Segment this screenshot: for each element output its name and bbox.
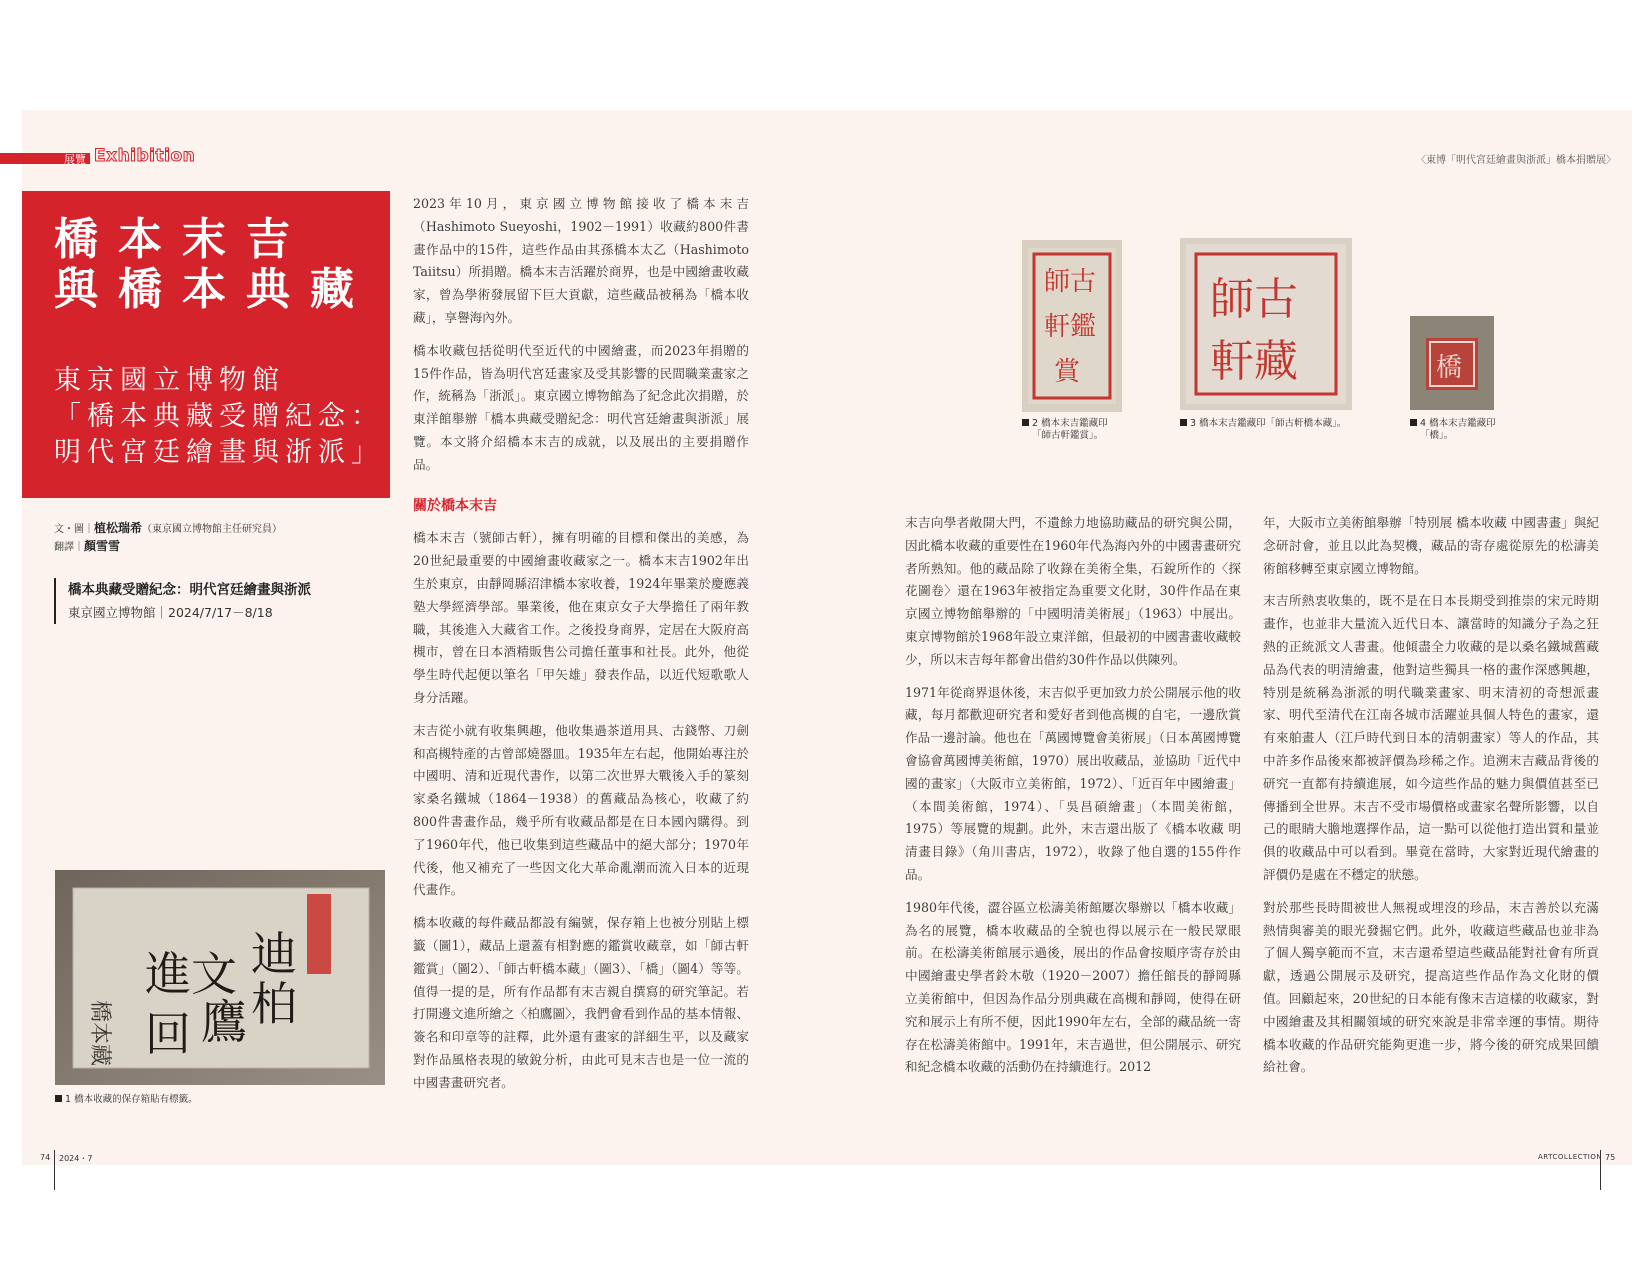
svg-text:師古: 師古 bbox=[1044, 267, 1097, 297]
subtitle-line-3: 明代宮廷繪畫與浙派」 bbox=[54, 437, 384, 468]
column-1 bbox=[413, 193, 749, 1104]
paragraph: 1971年從商界退休後，末吉似乎更加致力於公開展示他的收藏，每月都歡迎研究者和愛好者到他高槻的自宅，一邊欣賞作品一邊討論。他也在「萬國博覽會美術展」（日本萬國博覽會協會萬國博美術館，1970）展出收藏品，並協助「近代中國的畫家」（大阪市立美術館，1972）、「近百年中國繪畫」（本間美術館，1974）、「吳昌碩繪畫」（本間美術館，1975）等展覽的規劃。此外，末吉還出版了《橋本收藏 明清畫目錄》（角川書店，1972），收錄了他自選的155件作品。 bbox=[905, 684, 1241, 882]
magazine-name: ARTCOLLECTION bbox=[1538, 1153, 1603, 1161]
column-2 bbox=[905, 512, 1241, 1089]
figure-2-caption bbox=[1022, 418, 1108, 442]
paragraph: 橋本末吉（號師古軒），擁有明確的目標和傑出的美感，為20世紀最重要的中國繪畫收藏家之一。橋本末吉1902年出生於東京，由靜岡縣沼津橋本家收養，1924年畢業於慶應義塾大學經濟學部。畢業後，他在東京女子大學擔任了兩年教職，其後進入大藏省工作。之後投身商界，定居在大阪府高槻市，曾在日本酒精販售公司擔任董事和社長。此外，他從學生時代起便以筆名「甲矢雄」發表作品，以近代短歌歌人身分活躍。 bbox=[413, 530, 749, 705]
paragraph: 年，大阪市立美術館舉辦「特別展 橋本收藏 中國書畫」與紀念研討會，並且以此為契機，藏品的寄存處從原先的松濤美術館移轉至東京國立博物館。 bbox=[1263, 515, 1599, 576]
title-line-1: 橋本末吉 bbox=[54, 214, 310, 265]
subtitle-line-2: 「橋本典藏受贈紀念： bbox=[54, 401, 384, 432]
section-label-cn: 展覽 bbox=[64, 153, 86, 166]
svg-text:柏: 柏 bbox=[251, 977, 297, 1031]
author-credit bbox=[54, 520, 282, 538]
svg-text:橋本藏: 橋本藏 bbox=[87, 1000, 112, 1067]
figure-2-caption-line-1: 2 橋本末吉鑑藏印 bbox=[1032, 418, 1108, 429]
figure-1-caption bbox=[55, 1094, 198, 1106]
svg-text:回: 回 bbox=[145, 1007, 191, 1061]
seal-image-shigoken-hashimoto bbox=[1180, 238, 1352, 410]
svg-text:進文: 進文 bbox=[145, 947, 237, 1001]
paragraph: 末吉向學者敞開大門，不遺餘力地協助藏品的研究與公開，因此橋本收藏的重要性在1960年代為海內外的中國書畫研究者所熟知。他的藏品除了收錄在美術全集，石銳所作的〈探花圖卷〉還在1963年被指定為重要文化財，30件作品在東京國立博物館舉辦的「中國明清美術展」（1963）中展出。東京博物館於1968年設立東洋館，但最初的中國書畫收藏較少，所以末吉每年都會出借約30件作品以供陳列。 bbox=[905, 515, 1241, 667]
page-number-right: 75 bbox=[1605, 1153, 1616, 1162]
paragraph: 對於那些長時間被世人無視或埋沒的珍品，末吉善於以充滿熱情與審美的眼光發掘它們。此外，收藏這些藏品也並非為了個人獨享範而不宣，末吉還希望這些藏品能對社會有所貢獻，透過公開展示及研究，提高這些作品作為文化財的價值。回顧起來，20世紀的日本能有像末吉這樣的收藏家，對中國繪畫及其相關領域的研究來說是非常幸運的事情。期待橋本收藏的作品研究能夠更進一步，將今後的研究成果回饋給社會。 bbox=[1263, 899, 1599, 1075]
figure-4-caption-line-2: 「橋」。 bbox=[1420, 430, 1454, 441]
figure-3-seal bbox=[1180, 238, 1352, 410]
svg-text:軒藏: 軒藏 bbox=[1210, 336, 1298, 387]
paragraph: 末吉從小就有收集興趣，他收集過茶道用具、古錢幣、刀劍和高槻特產的古曾部燒器皿。1935年左右起，他開始專注於中國明、清和近現代書作，以第二次世界大戰後入手的篆刻家桑名鐵城（1864－1938）的舊藏品為核心，收藏了約800件書畫作品，幾乎所有收藏品都是在日本國內購得。到了1960年代，他已收集到這些藏品中的絕大部分；1970年代後，他又補充了一些因文化大革命亂潮而流入日本的近現代畫作。 bbox=[413, 722, 749, 898]
exhibition-venue-dates: 東京國立博物館｜2024/7/17－8/18 bbox=[68, 605, 273, 620]
author-role: （東京國立博物館主任研究員） bbox=[142, 524, 283, 535]
credits bbox=[54, 520, 282, 556]
translator-name: 顏雪雪 bbox=[84, 539, 121, 553]
column-3 bbox=[1263, 512, 1599, 1089]
author-name: 植松瑞希 bbox=[94, 521, 143, 535]
figure-4-caption bbox=[1410, 418, 1496, 442]
paragraph: 1980年代後，澀谷區立松濤美術館屢次舉辦以「橋本收藏」為名的展覽，橋本收藏品的全貌也得以展示在一般民眾眼前。在松濤美術館展示過後，展出的作品會按順序寄存於由中國繪畫史學者鈴木敬（1920－2007）擔任館長的靜岡縣立美術館中，但因為作品分別典藏在高槻和靜岡，使得在研究和展示上有所不便，因此1990年左右，全部的藏品統一寄存在松濤美術館中。1991年，末吉過世，但公開展示、研究和紀念橋本收藏的活動仍在持續進行。2012 bbox=[905, 899, 1241, 1075]
paragraph: 2023年10月，東京國立博物館接收了橋本末吉（Hashimoto Sueyoshi，1902－1991）收藏約800件書畫作品中的15件，這些作品由其孫橋本太乙（Hashimoto Taiitsu）所捐贈。橋本末吉活躍於商界，也是中國繪畫收藏家，曾為學術發展留下巨大貢獻，這些藏品被稱為「橋本收藏」，享譽海內外。 bbox=[413, 196, 749, 325]
paragraph: 橋本收藏包括從明代至近代的中國繪畫，而2023年捐贈的15件作品，皆為明代宮廷畫家及受其影響的民間職業畫家之作，統稱為「浙派」。東京國立博物館為了紀念此次捐贈，於東洋館舉辦「橋本典藏受贈紀念：明代宮廷繪畫與浙派」展覽。本文將介紹橋本末吉的成就，以及展出的主要捐贈作品。 bbox=[413, 342, 749, 472]
section-label-en: Exhibition bbox=[94, 146, 196, 166]
figure-3-caption-text: 3 橋本末吉鑑藏印「師古軒橋本藏」。 bbox=[1190, 418, 1347, 429]
seal-image-shigoken-kansho bbox=[1022, 240, 1122, 412]
paragraph: 橋本收藏的每件藏品都設有編號，保存箱上也被分別貼上標籤（圖1），藏品上還蓋有相對應的鑑賞收藏章，如「師古軒鑑賞」（圖2）、「師古軒橋本藏」（圖3）、「橋」（圖4）等等。值得一提的是，所有作品都有末吉親自撰寫的研究筆記。若打開邊文進所繪之〈柏鷹圖〉，我們會看到作品的基本情報、簽名和印章等的註釋，此外還有畫家的詳細生平，以及藏家對作品風格表現的敏銳分析，由此可見末吉也是一位一流的中國書畫研究者。 bbox=[413, 915, 749, 1090]
exhibition-name: 橋本典藏受贈紀念：明代宮廷繪畫與浙派 bbox=[68, 582, 311, 598]
seal-image-hashi bbox=[1410, 316, 1494, 410]
subtitle-line-1: 東京國立博物館 bbox=[54, 365, 285, 396]
paragraph: 末吉所熱衷收集的，既不是在日本長期受到推崇的宋元時期畫作，也並非大量流入近代日本、讓當時的知識分子為之狂熱的正統派文人書畫。他傾盡全力收藏的是以桑名鐵城舊藏品為代表的明清繪畫，他對這些獨具一格的畫作深感興趣，特別是統稱為浙派的明代職業畫家、明末清初的奇想派畫家、明代至清代在江南各城市活躍並具個人特色的畫家，還有來舶畫人（江戶時代到日本的清朝畫家）等人的作品，其中許多作品後來都被評價為珍稀之作。追溯末吉藏品背後的研究一直都有持續進展，如今這些作品的魅力與價值甚至已傳播到全世界。末吉不受市場價格或畫家名聲所影響，以自己的眼睛大膽地選擇作品，這一點可以從他打造出質和量並俱的收藏品中可以看到。畢竟在當時，大家對近現代繪畫的評價仍是處在不穩定的狀態。 bbox=[1263, 593, 1599, 882]
figure-3-caption bbox=[1180, 418, 1346, 430]
svg-text:迪: 迪 bbox=[251, 927, 297, 981]
running-head: 〈東博「明代宮廷繪畫與浙派」橋本捐贈展〉 bbox=[1416, 155, 1616, 166]
svg-text:橋: 橋 bbox=[1436, 353, 1463, 383]
issue-date: 2024・7 bbox=[59, 1154, 93, 1163]
figure-2-caption-line-2: 「師古軒鑑賞」。 bbox=[1032, 430, 1104, 441]
svg-text:軒鑑: 軒鑑 bbox=[1044, 312, 1097, 342]
author-label: 文・圖｜ bbox=[54, 524, 94, 535]
title-line-2: 與橋本典藏 bbox=[54, 264, 374, 315]
figure-1-label-photo bbox=[55, 870, 385, 1085]
translator-credit bbox=[54, 538, 282, 556]
title-box bbox=[22, 191, 390, 498]
storage-box-label-image bbox=[55, 870, 385, 1085]
figure-1-caption-text: 1 橋本收藏的保存箱貼有標籤。 bbox=[65, 1094, 198, 1105]
exhibition-info bbox=[54, 578, 311, 624]
figure-4-seal bbox=[1410, 316, 1494, 410]
figure-2-seal bbox=[1022, 240, 1122, 412]
svg-text:師古: 師古 bbox=[1210, 274, 1298, 325]
svg-text:賞: 賞 bbox=[1054, 357, 1081, 387]
footer-rule-left bbox=[54, 1150, 55, 1190]
translator-label: 翻譯｜ bbox=[54, 542, 84, 553]
svg-text:鷹: 鷹 bbox=[201, 995, 247, 1049]
section-heading: 關於橋本末吉 bbox=[413, 497, 497, 514]
page-number-left: 74 bbox=[40, 1153, 51, 1162]
figure-4-caption-line-1: 4 橋本末吉鑑藏印 bbox=[1420, 418, 1496, 429]
